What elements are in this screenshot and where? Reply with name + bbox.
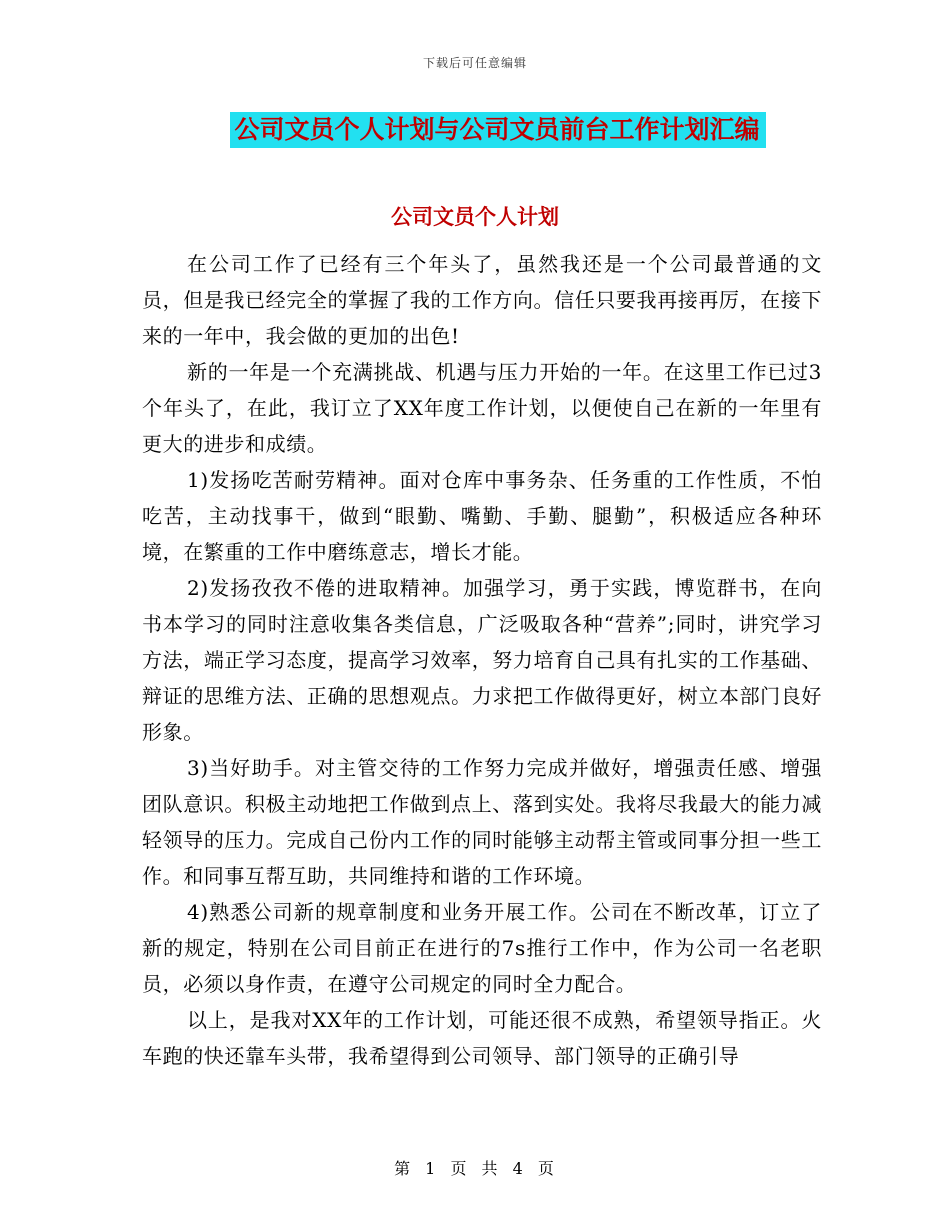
paragraph-item-4: 4)熟悉公司新的规章制度和业务开展工作。公司在不断改革，订立了新的规定，特别在公司目前正在进行的7s推行工作中，作为公司一名老职员，必须以身作责，在遵守公司规定的同时全力配合。 bbox=[142, 900, 822, 996]
page-number: 第 1 页 共 4 页 bbox=[394, 1159, 556, 1178]
header-note: 下载后可任意编辑 bbox=[422, 56, 527, 70]
paragraph-intro: 在公司工作了已经有三个年头了，虽然我还是一个公司最普通的文员，但是我已经完全的掌握了我的工作方向。信任只要我再接再厉，在接下来的一年中，我会做的更加的出色! bbox=[142, 252, 822, 348]
main-title-container bbox=[0, 112, 950, 148]
main-title: 公司文员个人计划与公司文员前台工作计划汇编 bbox=[230, 112, 765, 148]
paragraph-item-1: 1)发扬吃苦耐劳精神。面对仓库中事务杂、任务重的工作性质，不怕吃苦，主动找事干，做到“眼勤、嘴勤、手勤、腿勤”，积极适应各种环境，在繁重的工作中磨练意志，增长才能。 bbox=[142, 468, 822, 564]
paragraph-closing: 以上，是我对XX年的工作计划，可能还很不成熟，希望领导指正。火车跑的快还靠车头带，我希望得到公司领导、部门领导的正确引导 bbox=[142, 1008, 822, 1068]
paragraph-new-year: 新的一年是一个充满挑战、机遇与压力开始的一年。在这里工作已过3个年头了，在此，我订立了XX年度工作计划，以便使自己在新的一年里有更大的进步和成绩。 bbox=[142, 360, 822, 456]
paragraph-item-3: 3)当好助手。对主管交待的工作努力完成并做好，增强责任感、增强团队意识。积极主动地把工作做到点上、落到实处。我将尽我最大的能力减轻领导的压力。完成自己份内工作的同时能够主动帮主管或同事分担一些工作。和同事互帮互助，共同维持和谐的工作环境。 bbox=[142, 756, 822, 888]
paragraph-item-2: 2)发扬孜孜不倦的进取精神。加强学习，勇于实践，博览群书，在向书本学习的同时注意收集各类信息，广泛吸取各种“营养”;同时，讲究学习方法，端正学习态度，提高学习效率，努力培育自己具有扎实的工作基础、辩证的思维方法、正确的思想观点。力求把工作做得更好，树立本部门良好形象。 bbox=[142, 576, 822, 744]
body-text bbox=[142, 246, 822, 1074]
section-title: 公司文员个人计划 bbox=[391, 204, 559, 229]
